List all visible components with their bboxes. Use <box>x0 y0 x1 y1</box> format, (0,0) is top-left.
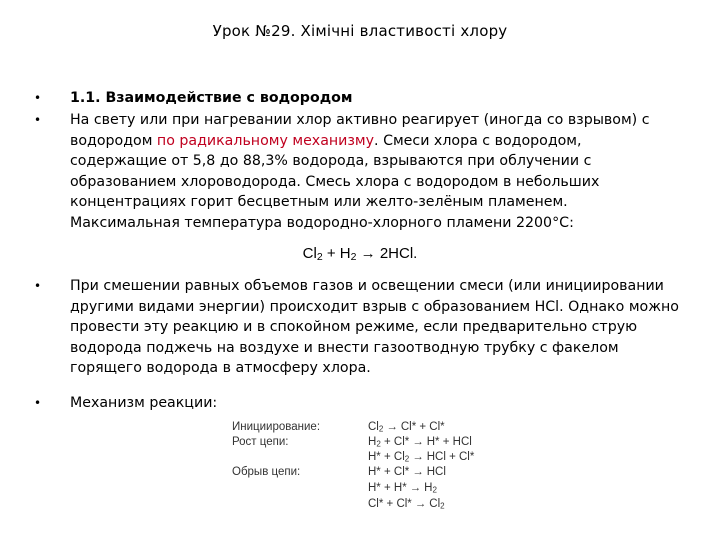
bullet-4: • <box>34 396 42 410</box>
row-right: HCl + Cl* <box>426 451 475 463</box>
eq-arrow: → <box>356 245 380 262</box>
paragraph-reaction-end: . Смеси хлора с водородом, содержащие от 5,8 до 88,3% водорода, взрываются при облучении с образованием хлороводорода. Смесь хлора с водородом в небольших концентрациях горит бесцветным или желто-зелёным пламенем. Максимальная температура водородно-хлорного пламени 2200°C: <box>70 132 600 231</box>
eq-plus: + <box>322 245 340 262</box>
paragraph-mechanism: Механизм реакции: <box>70 395 218 411</box>
propagation-label: Рост цепи: <box>232 436 289 448</box>
row-right: H* + HCl <box>426 436 472 448</box>
row-left: H* + Cl* <box>368 466 410 478</box>
row-arrow: → <box>414 498 427 510</box>
row-left-sub: 2 <box>404 454 410 464</box>
bullet-1: • <box>34 91 42 105</box>
row-left-tail: + Cl* <box>380 436 410 448</box>
row-left: Cl <box>368 421 379 433</box>
eq-cl-sub: 2 <box>316 251 323 264</box>
section-heading: 1.1. Взаимодействие с водородом <box>70 90 353 106</box>
row-right: HCl <box>426 466 446 478</box>
row-right: Cl <box>429 498 441 510</box>
row-left: H <box>368 436 377 448</box>
termination-label: Обрыв цепи: <box>232 466 301 478</box>
row-left: H* + H* <box>368 482 407 494</box>
radical-mechanism-highlight: по радикальному механизму <box>156 132 375 149</box>
reaction-equation <box>0 245 720 263</box>
row-arrow: → <box>412 466 424 478</box>
row-left-sub: 2 <box>376 439 381 449</box>
eq-product: 2HCl. <box>379 245 418 262</box>
row-right: Cl* + Cl* <box>400 421 445 433</box>
row-left: H* + Cl <box>368 451 405 463</box>
row-arrow: → <box>386 421 398 433</box>
eq-h-sub: 2 <box>350 251 357 264</box>
row-left: Cl* + Cl* <box>368 498 412 510</box>
row-arrow: → <box>412 451 424 463</box>
row-right-sub: 2 <box>432 485 437 495</box>
initiation-label: Инициирование: <box>232 421 321 433</box>
row-left-sub: 2 <box>378 424 384 434</box>
row-right-sub: 2 <box>440 501 445 511</box>
slide-title: Урок №29. Хімічні властивості хлору <box>212 22 508 40</box>
paragraph-reaction <box>70 110 680 233</box>
bullet-2: • <box>34 113 42 127</box>
paragraph-reaction-start: На свету или при нагревании хлор активно реагирует (иногда со взрывом) с водородом <box>70 112 650 149</box>
row-arrow: → <box>412 436 424 448</box>
eq-cl: Cl <box>302 245 317 262</box>
paragraph-mixing: При смешении равных объемов газов и освещении смеси (или инициировании другими видами энергии) происходит взрыв с образованием HCl. Однако можно провести эту реакцию и в спокойном режиме, если предварительно струю водорода поджечь на воздухе и внести газоотводную трубку с факелом горящего водорода в атмосферу хлора. <box>70 278 679 376</box>
bullet-3: • <box>34 279 42 293</box>
row-right: H <box>424 482 433 494</box>
eq-h: H <box>339 245 351 262</box>
row-arrow: → <box>409 482 422 494</box>
